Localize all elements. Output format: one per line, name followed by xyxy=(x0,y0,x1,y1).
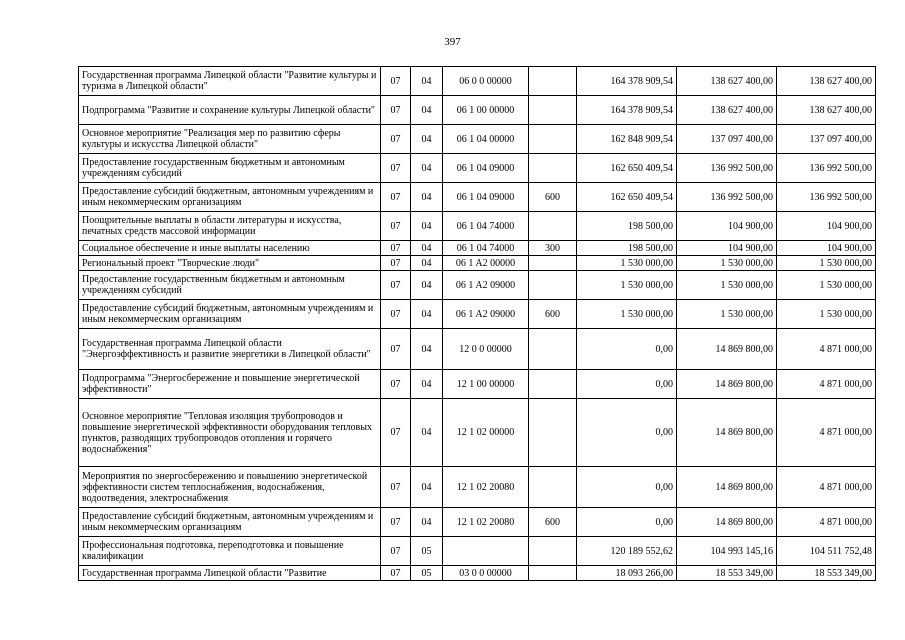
cell-expense-type: 600 xyxy=(529,300,577,329)
cell-name: Мероприятия по энергосбережению и повышению энергетической эффективности систем теплоснабжения, водоснабжения, водоотведения, электроснабжения xyxy=(79,467,381,508)
cell-amount-1: 0,00 xyxy=(577,399,677,467)
budget-table xyxy=(78,66,876,581)
table-row xyxy=(79,537,876,566)
cell-name: Подпрограмма "Энергосбережение и повышение энергетической эффективности" xyxy=(79,370,381,399)
cell-target-article: 06 1 04 09000 xyxy=(443,154,529,183)
cell-amount-3: 104 900,00 xyxy=(777,212,876,241)
cell-amount-1: 162 650 409,54 xyxy=(577,183,677,212)
cell-name: Поощрительные выплаты в области литературы и искусства, печатных средств массовой информации xyxy=(79,212,381,241)
cell-amount-1: 198 500,00 xyxy=(577,212,677,241)
cell-amount-3: 1 530 000,00 xyxy=(777,271,876,300)
cell-name: Государственная программа Липецкой области "Энергоэффективность и развитие энергетики в Липецкой области" xyxy=(79,329,381,370)
cell-subsection: 04 xyxy=(411,212,443,241)
cell-section: 07 xyxy=(381,212,411,241)
cell-name: Предоставление государственным бюджетным и автономным учреждениям субсидий xyxy=(79,271,381,300)
cell-subsection: 04 xyxy=(411,271,443,300)
cell-section: 07 xyxy=(381,300,411,329)
cell-expense-type: 600 xyxy=(529,183,577,212)
cell-amount-2: 138 627 400,00 xyxy=(677,67,777,96)
cell-amount-2: 1 530 000,00 xyxy=(677,271,777,300)
cell-target-article: 06 1 A2 00000 xyxy=(443,256,529,271)
table-row xyxy=(79,154,876,183)
cell-name: Региональный проект "Творческие люди" xyxy=(79,256,381,271)
table-row xyxy=(79,183,876,212)
cell-section: 07 xyxy=(381,183,411,212)
cell-section: 07 xyxy=(381,508,411,537)
cell-target-article: 12 1 02 20080 xyxy=(443,467,529,508)
cell-subsection: 04 xyxy=(411,508,443,537)
cell-target-article: 12 1 02 20080 xyxy=(443,508,529,537)
cell-expense-type: 600 xyxy=(529,508,577,537)
cell-amount-1: 162 650 409,54 xyxy=(577,154,677,183)
cell-amount-3: 136 992 500,00 xyxy=(777,154,876,183)
table-row xyxy=(79,399,876,467)
table-row xyxy=(79,300,876,329)
cell-name: Основное мероприятие "Реализация мер по развитию сферы культуры и искусства Липецкой области" xyxy=(79,125,381,154)
cell-section: 07 xyxy=(381,537,411,566)
cell-target-article: 06 1 04 74000 xyxy=(443,241,529,256)
cell-expense-type xyxy=(529,271,577,300)
cell-amount-2: 14 869 800,00 xyxy=(677,370,777,399)
cell-target-article: 06 0 0 00000 xyxy=(443,67,529,96)
cell-section: 07 xyxy=(381,399,411,467)
table-row xyxy=(79,125,876,154)
table-row xyxy=(79,329,876,370)
cell-target-article: 12 1 00 00000 xyxy=(443,370,529,399)
cell-amount-2: 1 530 000,00 xyxy=(677,256,777,271)
cell-amount-3: 4 871 000,00 xyxy=(777,508,876,537)
table-row xyxy=(79,467,876,508)
cell-section: 07 xyxy=(381,329,411,370)
cell-subsection: 04 xyxy=(411,67,443,96)
cell-amount-3: 104 511 752,48 xyxy=(777,537,876,566)
cell-amount-1: 1 530 000,00 xyxy=(577,300,677,329)
cell-target-article: 03 0 0 00000 xyxy=(443,566,529,581)
cell-expense-type xyxy=(529,256,577,271)
cell-name: Предоставление субсидий бюджетным, автономным учреждениям и иным некоммерческим организациям xyxy=(79,183,381,212)
cell-amount-1: 120 189 552,62 xyxy=(577,537,677,566)
cell-subsection: 04 xyxy=(411,96,443,125)
cell-subsection: 04 xyxy=(411,329,443,370)
cell-name: Государственная программа Липецкой области "Развитие культуры и туризма в Липецкой области" xyxy=(79,67,381,96)
cell-target-article: 06 1 04 00000 xyxy=(443,125,529,154)
cell-expense-type xyxy=(529,467,577,508)
cell-subsection: 05 xyxy=(411,566,443,581)
cell-amount-3: 18 553 349,00 xyxy=(777,566,876,581)
cell-name: Основное мероприятие "Тепловая изоляция трубопроводов и повышение энергетической эффективности оборудования тепловых пунктов, разводящих трубопроводов отопления и горячего водоснабжения" xyxy=(79,399,381,467)
cell-amount-3: 1 530 000,00 xyxy=(777,256,876,271)
cell-section: 07 xyxy=(381,154,411,183)
cell-subsection: 04 xyxy=(411,125,443,154)
cell-section: 07 xyxy=(381,241,411,256)
cell-amount-1: 0,00 xyxy=(577,329,677,370)
cell-expense-type xyxy=(529,370,577,399)
table-row xyxy=(79,271,876,300)
table-body xyxy=(79,67,876,581)
cell-amount-2: 14 869 800,00 xyxy=(677,329,777,370)
cell-amount-3: 137 097 400,00 xyxy=(777,125,876,154)
cell-section: 07 xyxy=(381,96,411,125)
cell-section: 07 xyxy=(381,370,411,399)
cell-amount-2: 104 993 145,16 xyxy=(677,537,777,566)
cell-expense-type: 300 xyxy=(529,241,577,256)
table-row xyxy=(79,212,876,241)
cell-target-article: 06 1 00 00000 xyxy=(443,96,529,125)
cell-expense-type xyxy=(529,67,577,96)
cell-amount-3: 4 871 000,00 xyxy=(777,399,876,467)
cell-amount-1: 162 848 909,54 xyxy=(577,125,677,154)
table-row xyxy=(79,67,876,96)
cell-section: 07 xyxy=(381,256,411,271)
cell-amount-3: 136 992 500,00 xyxy=(777,183,876,212)
cell-subsection: 04 xyxy=(411,241,443,256)
cell-subsection: 04 xyxy=(411,399,443,467)
cell-name: Предоставление субсидий бюджетным, автономным учреждениям и иным некоммерческим организациям xyxy=(79,508,381,537)
cell-amount-1: 1 530 000,00 xyxy=(577,271,677,300)
cell-amount-2: 14 869 800,00 xyxy=(677,467,777,508)
cell-expense-type xyxy=(529,537,577,566)
cell-amount-3: 4 871 000,00 xyxy=(777,370,876,399)
table-row xyxy=(79,370,876,399)
cell-expense-type xyxy=(529,399,577,467)
cell-amount-2: 104 900,00 xyxy=(677,212,777,241)
cell-target-article: 06 1 A2 09000 xyxy=(443,271,529,300)
table-row xyxy=(79,241,876,256)
cell-amount-2: 138 627 400,00 xyxy=(677,96,777,125)
cell-amount-1: 0,00 xyxy=(577,370,677,399)
cell-name: Подпрограмма "Развитие и сохранение культуры Липецкой области" xyxy=(79,96,381,125)
cell-amount-2: 137 097 400,00 xyxy=(677,125,777,154)
cell-target-article xyxy=(443,537,529,566)
cell-amount-2: 14 869 800,00 xyxy=(677,508,777,537)
cell-name: Государственная программа Липецкой области "Развитие xyxy=(79,566,381,581)
cell-subsection: 04 xyxy=(411,256,443,271)
cell-amount-2: 104 900,00 xyxy=(677,241,777,256)
cell-subsection: 04 xyxy=(411,300,443,329)
cell-name: Профессиональная подготовка, переподготовка и повышение квалификации xyxy=(79,537,381,566)
cell-amount-2: 18 553 349,00 xyxy=(677,566,777,581)
cell-amount-1: 18 093 266,00 xyxy=(577,566,677,581)
cell-target-article: 06 1 04 09000 xyxy=(443,183,529,212)
cell-subsection: 05 xyxy=(411,537,443,566)
cell-amount-2: 136 992 500,00 xyxy=(677,183,777,212)
cell-expense-type xyxy=(529,329,577,370)
table-row xyxy=(79,96,876,125)
cell-section: 07 xyxy=(381,467,411,508)
cell-target-article: 12 1 02 00000 xyxy=(443,399,529,467)
cell-amount-2: 136 992 500,00 xyxy=(677,154,777,183)
cell-amount-1: 164 378 909,54 xyxy=(577,67,677,96)
cell-target-article: 12 0 0 00000 xyxy=(443,329,529,370)
cell-section: 07 xyxy=(381,271,411,300)
cell-subsection: 04 xyxy=(411,183,443,212)
cell-amount-3: 4 871 000,00 xyxy=(777,467,876,508)
page-number: 397 xyxy=(444,36,461,48)
cell-expense-type xyxy=(529,96,577,125)
cell-target-article: 06 1 04 74000 xyxy=(443,212,529,241)
cell-amount-1: 164 378 909,54 xyxy=(577,96,677,125)
cell-amount-2: 1 530 000,00 xyxy=(677,300,777,329)
cell-expense-type xyxy=(529,212,577,241)
cell-name: Предоставление субсидий бюджетным, автономным учреждениям и иным некоммерческим организациям xyxy=(79,300,381,329)
cell-amount-2: 14 869 800,00 xyxy=(677,399,777,467)
cell-amount-3: 4 871 000,00 xyxy=(777,329,876,370)
cell-amount-3: 1 530 000,00 xyxy=(777,300,876,329)
cell-subsection: 04 xyxy=(411,154,443,183)
cell-expense-type xyxy=(529,125,577,154)
cell-name: Предоставление государственным бюджетным и автономным учреждениям субсидий xyxy=(79,154,381,183)
cell-expense-type xyxy=(529,566,577,581)
cell-amount-1: 0,00 xyxy=(577,508,677,537)
cell-subsection: 04 xyxy=(411,467,443,508)
cell-amount-3: 138 627 400,00 xyxy=(777,96,876,125)
cell-name: Социальное обеспечение и иные выплаты населению xyxy=(79,241,381,256)
cell-section: 07 xyxy=(381,566,411,581)
cell-amount-1: 1 530 000,00 xyxy=(577,256,677,271)
cell-subsection: 04 xyxy=(411,370,443,399)
cell-section: 07 xyxy=(381,125,411,154)
cell-amount-1: 0,00 xyxy=(577,467,677,508)
cell-section: 07 xyxy=(381,67,411,96)
table-row xyxy=(79,256,876,271)
cell-expense-type xyxy=(529,154,577,183)
table-row xyxy=(79,508,876,537)
cell-amount-1: 198 500,00 xyxy=(577,241,677,256)
cell-amount-3: 104 900,00 xyxy=(777,241,876,256)
cell-amount-3: 138 627 400,00 xyxy=(777,67,876,96)
cell-target-article: 06 1 A2 09000 xyxy=(443,300,529,329)
table-row xyxy=(79,566,876,581)
